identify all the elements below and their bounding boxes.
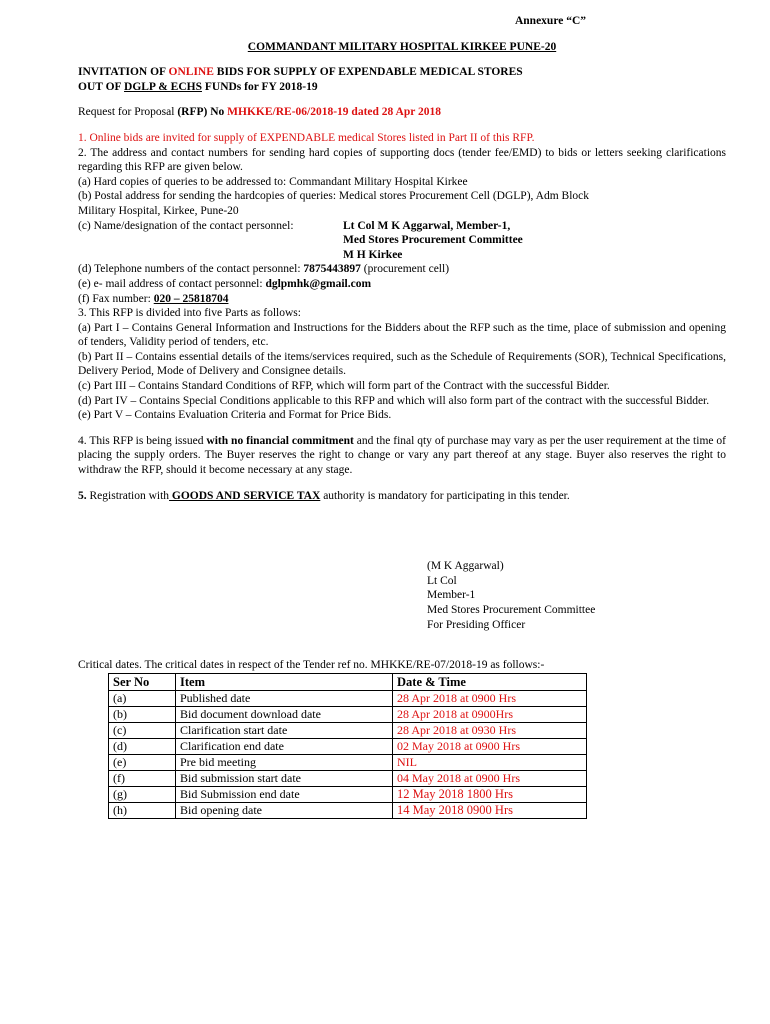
item-c: (c) Name/designation of the contact personnel: Lt Col M K Aggarwal, Member-1, Med Stores Procurement Committee M H Kirkee: [78, 219, 523, 261]
part-a: (a) Part I – Contains General Information and Instructions for the Bidders about the RFP such as the time, place of submission and opening of tenders, Validity period of tenders, etc.: [78, 321, 726, 349]
table-row: (h) Bid opening date 14 May 2018 0900 Hrs: [109, 802, 587, 818]
table-row: (a) Published date 28 Apr 2018 at 0900 Hrs: [109, 690, 587, 706]
signature-block: (M K Aggarwal) Lt Col Member-1 Med Stores Procurement Committee For Presiding Officer: [427, 560, 596, 631]
part-b: (b) Part II – Contains essential details of the items/services required, such as the Schedule of Requirements (SOR), Technical Specifications, Delivery Period, Mode of Delivery and Consignee details.: [78, 350, 726, 378]
hospital-title: COMMANDANT MILITARY HOSPITAL KIRKEE PUNE-20: [247, 40, 557, 53]
item-e: (e) e- mail address of contact personnel: dglpmhk@gmail.com: [78, 277, 372, 290]
item-f: (f) Fax number: 020 – 25818704: [78, 292, 229, 305]
para-5: 5. Registration with GOODS AND SERVICE TAX authority is mandatory for participating in this tender.: [78, 489, 570, 502]
critical-dates-table: [108, 673, 587, 819]
part-c: (c) Part III – Contains Standard Conditions of RFP, which will form part of the Contract with the successful Bidder.: [78, 380, 610, 393]
para-1: 1. Online bids are invited for supply of EXPENDABLE medical Stores listed in Part II of this RFP.: [78, 131, 535, 144]
annexure-label: Annexure “C”: [514, 15, 586, 27]
table-row: (d) Clarification end date 02 May 2018 at 0900 Hrs: [109, 738, 587, 754]
para-4: 4. This RFP is being issued with no financial commitment and the final qty of purchase may vary as per the user requirement at the time of placing the supply orders. The Buyer reserves the right to change or vary any part thereof at any stage. Buyer also reserves the right to withdraw the RFP, should it become necessary at any stage.: [78, 434, 726, 477]
item-d: (d) Telephone numbers of the contact personnel: 7875443897 (procurement cell): [78, 263, 450, 276]
rfp-number: MHKKE/RE-06/2018-19 dated 28 Apr 2018: [227, 106, 441, 119]
item-b1: (b) Postal address for sending the hardcopies of queries: Medical stores Procurement Cell (DGLP), Adm Block: [78, 190, 589, 203]
item-b2: Military Hospital, Kirkee, Pune-20: [78, 204, 239, 217]
para-3: 3. This RFP is divided into five Parts as follows:: [78, 307, 301, 320]
critical-dates-intro: Critical dates. The critical dates in respect of the Tender ref no. MHKKE/RE-07/2018-19 as follows:-: [78, 659, 545, 672]
table-header-row: Ser No Item Date & Time: [109, 673, 587, 690]
table-row: (f) Bid submission start date 04 May 2018 at 0900 Hrs: [109, 770, 587, 786]
item-a: (a) Hard copies of queries to be addressed to: Commandant Military Hospital Kirkee: [78, 175, 468, 188]
heading: INVITATION OF ONLINE BIDS FOR SUPPLY OF EXPENDABLE MEDICAL STORES OUT OF DGLP & ECHS FUNDs for FY 2018-19: [78, 66, 523, 93]
table-row: (g) Bid Submission end date 12 May 2018 1800 Hrs: [109, 786, 587, 802]
table-row: (c) Clarification start date 28 Apr 2018 at 0930 Hrs: [109, 722, 587, 738]
part-d: (d) Part IV – Contains Special Conditions applicable to this RFP and which will also form part of the contract with the successful Bidder.: [78, 394, 710, 407]
table-row: (e) Pre bid meeting NIL: [109, 754, 587, 770]
document-page: [78, 14, 726, 819]
online-highlight: ONLINE: [168, 66, 214, 79]
table-row: (b) Bid document download date 28 Apr 2018 at 0900Hrs: [109, 706, 587, 722]
part-e: (e) Part V – Contains Evaluation Criteria and Format for Price Bids.: [78, 409, 392, 422]
rfp-line: Request for Proposal (RFP) No MHKKE/RE-06/2018-19 dated 28 Apr 2018: [78, 106, 441, 119]
para-2: 2. The address and contact numbers for sending hard copies of supporting docs (tender fee/EMD) to bids or letters seeking clarifications regarding this RFP are given below.: [78, 146, 726, 174]
